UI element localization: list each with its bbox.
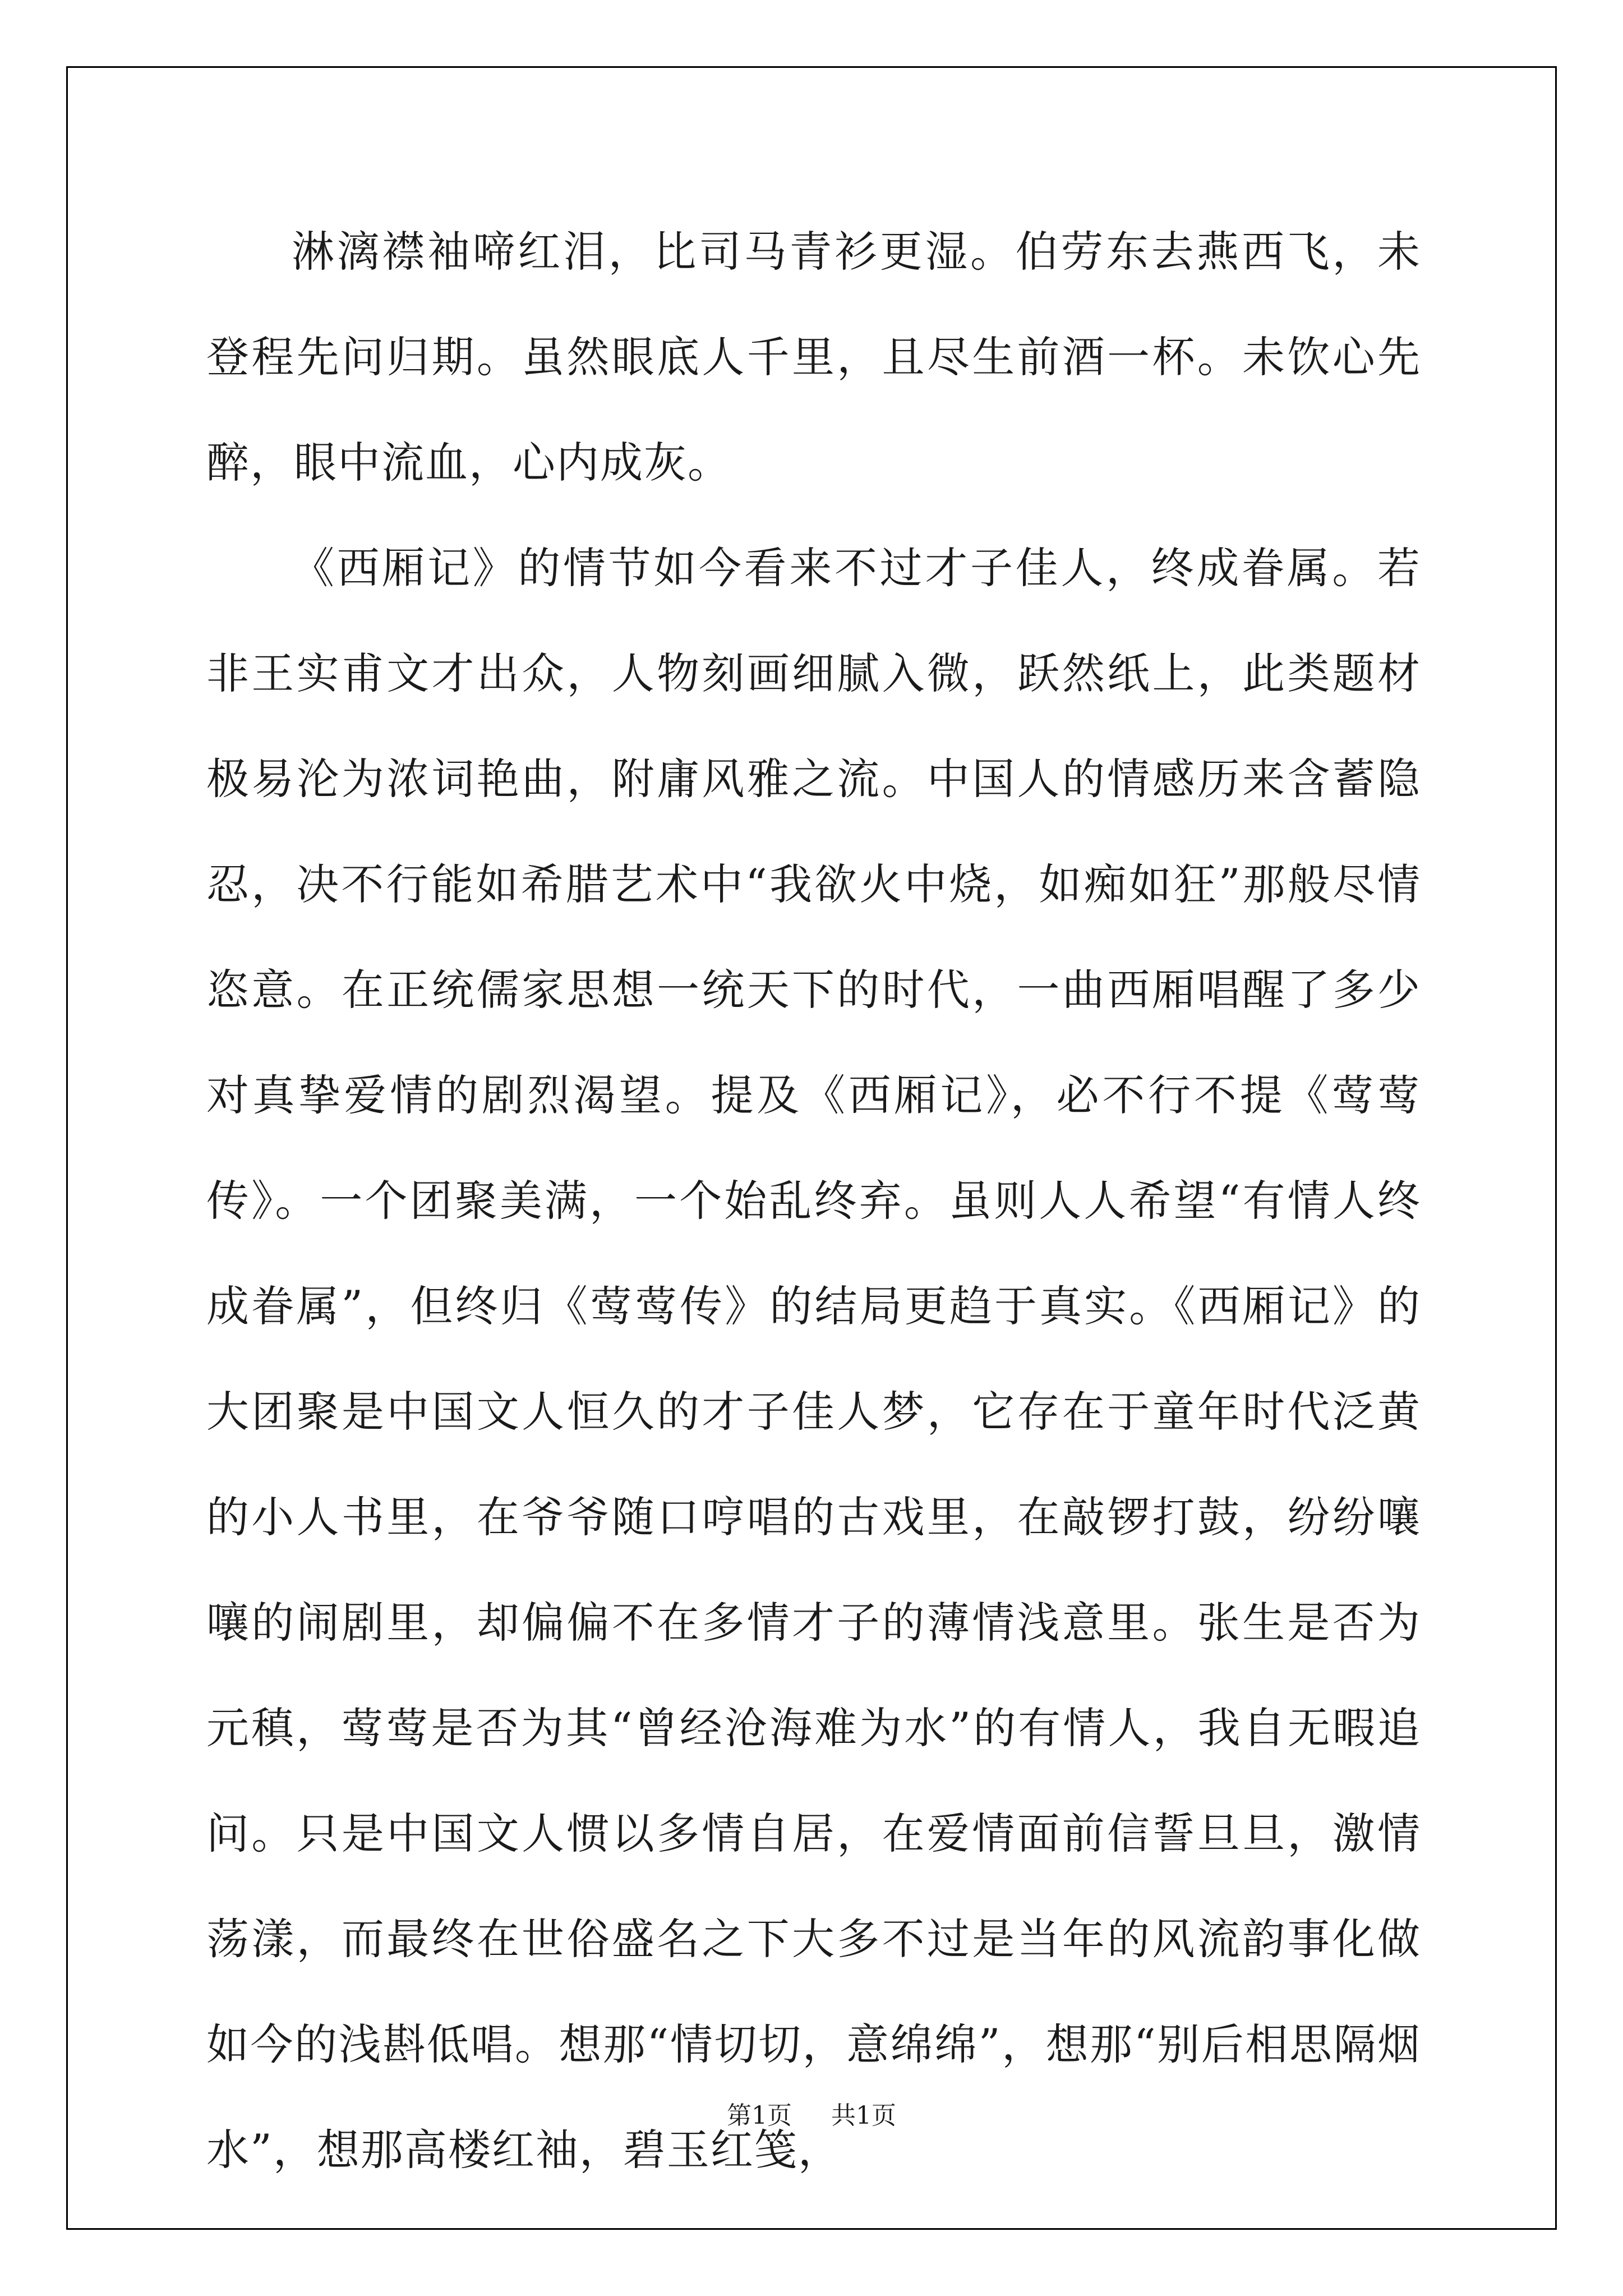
page-number-total: 共1页 xyxy=(831,2101,896,2130)
page-number-current: 第1页 xyxy=(727,2101,792,2130)
document-body xyxy=(206,199,1421,2203)
page-footer xyxy=(0,2099,1623,2133)
paragraph: 《西厢记》的情节如今看来不过才子佳人，终成眷属。若非王实甫文才出众，人物刻画细腻入微，跃然纸上，此类题材极易沦为浓词艳曲，附庸风雅之流。中国人的情感历来含蓄隐忍，决不行能如希腊艺术中“我欲火中烧，如痴如狂”那般尽情恣意。在正统儒家思想一统天下的时代，一曲西厢唱醒了多少对真挚爱情的剧烈渴望。提及《西厢记》，必不行不提《莺莺传》。一个团聚美满，一个始乱终弃。虽则人人希望“有情人终成眷属”，但终归《莺莺传》的结局更趋于真实。《西厢记》的大团聚是中国文人恒久的才子佳人梦，它存在于童年时代泛黄的小人书里，在爷爷随口哼唱的古戏里，在敲锣打鼓，纷纷嚷嚷的闹剧里，却偏偏不在多情才子的薄情浅意里。张生是否为元稹，莺莺是否为其“曾经沧海难为水”的有情人，我自无暇追问。只是中国文人惯以多情自居，在爱情面前信誓旦旦，激情荡漾，而最终在世俗盛名之下大多不过是当年的风流韵事化做如今的浅斟低唱。想那“情切切，意绵绵”，想那“别后相思隔烟水”，想那高楼红袖，碧玉红笺， xyxy=(206,543,1421,2175)
paragraph: 淋漓襟袖啼红泪，比司马青衫更湿。伯劳东去燕西飞，未登程先问归期。虽然眼底人千里，且尽生前酒一杯。未饮心先醉，眼中流血，心内成灰。 xyxy=(206,227,1421,487)
